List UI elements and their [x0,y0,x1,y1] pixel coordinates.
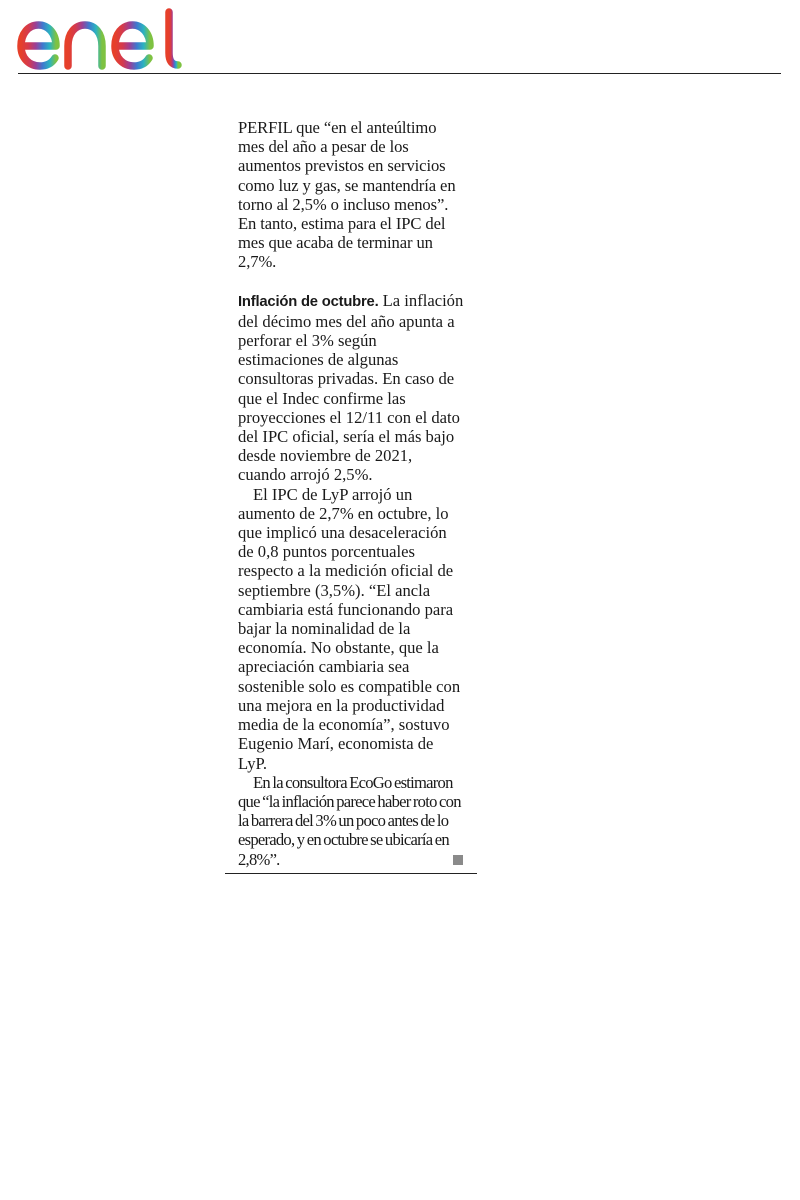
article-bottom-rule [225,873,477,874]
header-divider [18,73,781,74]
enel-logo [14,6,184,70]
article-paragraph-final [238,773,464,869]
paragraph-text: En la consultora EcoGo estimaron que “la inflación parece haber roto con la barrera del 3% un poco antes de lo esperado, y en octubre se ubicaría en 2,8%”. [238,772,461,869]
end-of-article-mark [453,855,463,865]
article-paragraph: PERFIL que “en el anteúltimo mes del año a pesar de los aumentos previstos en servicios como luz y gas, se mantendría en torno al 2,5% o incluso menos”. En tanto, estima para el IPC del mes que acaba de terminar un 2,7%. [238,118,456,272]
page-header [0,0,800,76]
article-column [238,118,464,869]
article-paragraph: El IPC de LyP arrojó un aumento de 2,7% en octubre, lo que implicó una desaceleración de 0,8 puntos porcentuales respecto a la medición oficial de septiembre (3,5%). “El ancla cambiaria está funcionando para bajar la nominalidad de la economía. No obstante, que la apreciación cambiaria sea sostenible solo es compatible con una mejora en la productividad media de la economía”, sostuvo Eugenio Marí, economista de LyP. [238,484,461,773]
article-paragraph [238,291,464,485]
paragraph-text: La inflación del décimo mes del año apunta a perforar el 3% según estimaciones de algunas consultoras privadas. En caso de que el Indec confirme las proyecciones el 12/11 con el dato del IPC oficial, sería el más bajo desde noviembre de 2021, cuando arrojó 2,5%. [238,290,464,485]
section-subheading: Inflación de octubre. [238,293,379,310]
